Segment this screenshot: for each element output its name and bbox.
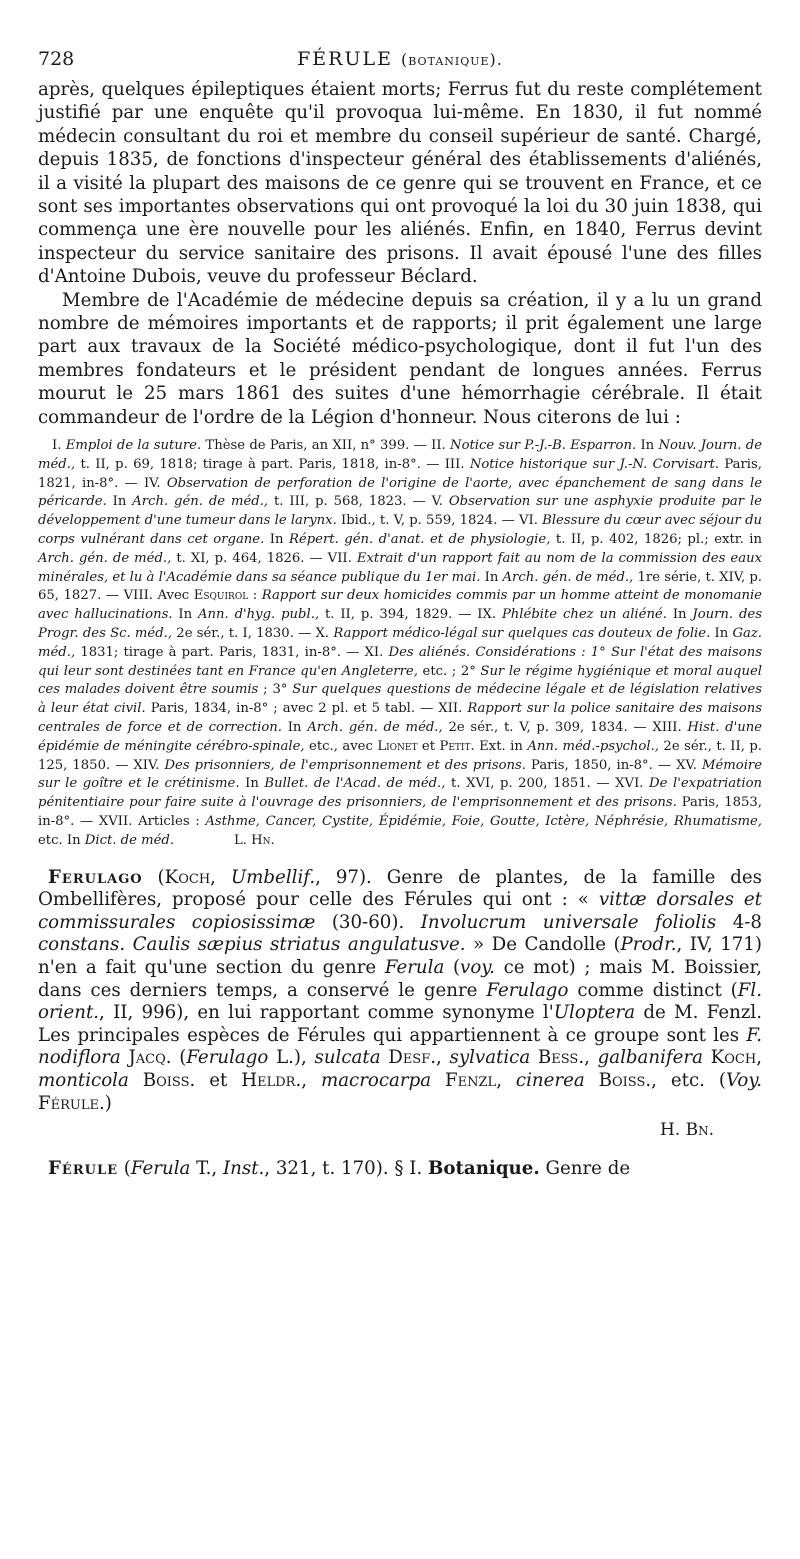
biography-section (38, 78, 762, 429)
page (38, 38, 762, 1180)
ferule-section-title: Botanique. (428, 1157, 540, 1179)
ferulago-text: Ferulago (Koch, Umbellif., 97). Genre de plantes, de la famille des Ombellifères, proposé pour celle des Férules qui ont : « vittæ dorsales et commissurales copiosissimæ (30-60). Involucrum universale foliolis 4-8 constans. Caulis sæpius striatus angulatusve. » De Candolle (Prodr., IV, 171) n'en a fait qu'une section du genre Ferula (voy. ce mot) ; mais M. Boissier, dans ces derniers temps, a conservé le genre Ferulago comme distinct (Fl. orient., II, 996), en lui rapportant comme synonyme l'Uloptera de M. Fenzl. Les principales espèces de Férules qui appartiennent à ce groupe sont les F. nodiflora Jacq. (Ferulago L.), sulcata Desf., sylvatica Bess., galbanifera Koch, monticola Boiss. et Heldr., macrocarpa Fenzl, cinerea Boiss., etc. (Voy. Férule.) (38, 866, 763, 1114)
ferule-text: Férule (Ferula T., Inst., 321, t. 170). § I. Botanique. Genre de (48, 1157, 631, 1179)
ferule-headword: Férule (48, 1157, 119, 1179)
running-header (38, 38, 762, 78)
page-number: 728 (38, 48, 75, 70)
biography-paragraph-1: après, quelques épileptiques étaient morts; Ferrus fut du reste complétement justifié par une enquête qu'il provoqua lui-même. En 1830, il fut nommé médecin consultant du roi et membre du conseil supérieur de santé. Chargé, depuis 1835, de fonctions d'inspecteur général des établissements d'aliénés, il a visité la plupart des maisons de ce genre qui se trouvent en France, et ce sont ses importantes observations qui ont provoqué la loi du 30 juin 1838, qui commença une ère nouvelle pour les aliénés. Enfin, en 1840, Ferrus devint inspecteur du service sanitaire des prisons. Il avait épousé l'une des filles d'Antoine Dubois, veuve du professeur Béclard. (38, 79, 762, 288)
entry-ferulago (38, 867, 762, 1142)
bibliography (38, 437, 762, 851)
running-title-sub: (botanique). (401, 50, 503, 69)
bibliography-signature: L. Hn. (234, 832, 275, 848)
ferulago-headword: Ferulago (48, 866, 143, 888)
running-title-main: FÉRULE (297, 48, 393, 70)
running-title (38, 48, 762, 70)
biography-paragraph-2: Membre de l'Académie de médecine depuis sa création, il y a lu un grand nombre de mémoires importants et de rapports; il prit également une large part aux travaux de la Société médico-psychologique, dont il fut l'un des membres fondateurs et le président pendant de longues années. Ferrus mourut le 25 mars 1861 des suites d'une hémorrhagie cérébrale. Il était commandeur de l'ordre de la Légion d'honneur. Nous citerons de lui : (38, 289, 762, 428)
bibliography-list: I. Emploi de la suture. Thèse de Paris, an XII, n° 399. — II. Notice sur P.-J.-B. Esparron. In Nouv. Journ. de méd., t. II, p. 69, 1818; tirage à part. Paris, 1818, in-8°. — III. Notice historique sur J.-N. Corvisart. Paris, 1821, in-8°. — IV. Observation de perforation de l'origine de l'aorte, avec épanchement de sang dans le péricarde. In Arch. gén. de méd., t. III, p. 568, 1823. — V. Observation sur une asphyxie produite par le développement d'une tumeur dans le larynx. Ibid., t. V, p. 559, 1824. — VI. Blessure du cœur avec séjour du corps vulnérant dans cet organe. In Répert. gén. d'anat. et de physiologie, t. II, p. 402, 1826; pl.; extr. in Arch. gén. de méd., t. XI, p. 464, 1826. — VII. Extrait d'un rapport fait au nom de la commission des eaux minérales, et lu à l'Académie dans sa séance publique du 1er mai. In Arch. gén. de méd., 1re série, t. XIV, p. 65, 1827. — VIII. Avec Esquirol : Rapport sur deux homicides commis par un homme atteint de monomanie avec hallucinations. In Ann. d'hyg. publ., t. II, p. 394, 1829. — IX. Phlébite chez un aliéné. In Journ. des Progr. des Sc. méd., 2e sér., t. I, 1830. — X. Rapport médico-légal sur quelques cas douteux de folie. In Gaz. méd., 1831; tirage à part. Paris, 1831, in-8°. — XI. Des aliénés. Considérations : 1° Sur l'état des maisons qui leur sont destinées tant en France qu'en Angleterre, etc. ; 2° Sur le régime hygiénique et moral auquel ces malades doivent être soumis ; 3° Sur quelques questions de médecine légale et de législation relatives à leur état civil. Paris, 1834, in-8° ; avec 2 pl. et 5 tabl. — XII. Rapport sur la police sanitaire des maisons centrales de force et de correction. In Arch. gén. de méd., 2e sér., t. V, p. 309, 1834. — XIII. Hist. d'une épidémie de méningite cérébro-spinale, etc., avec Lionet et Petit. Ext. in Ann. méd.-psychol., 2e sér., t. II, p. 125, 1850. — XIV. Des prisonniers, de l'emprisonnement et des prisons. Paris, 1850, in-8°. — XV. Mémoire sur le goître et le crétinisme. In Bullet. de l'Acad. de méd., t. XVI, p. 200, 1851. — XVI. De l'expatriation pénitentiaire pour faire suite à l'ouvrage des prisonniers, de l'emprisonnement et des prisons. Paris, 1853, in-8°. — XVII. Articles : Asthme, Cancer, Cystite, Épidémie, Foie, Goutte, Ictère, Néphrésie, Rhumatisme, etc. In Dict. de méd. L. Hn. (38, 438, 763, 848)
entry-ferule (38, 1158, 762, 1181)
ferulago-signature: H. Bn. (659, 1120, 714, 1141)
